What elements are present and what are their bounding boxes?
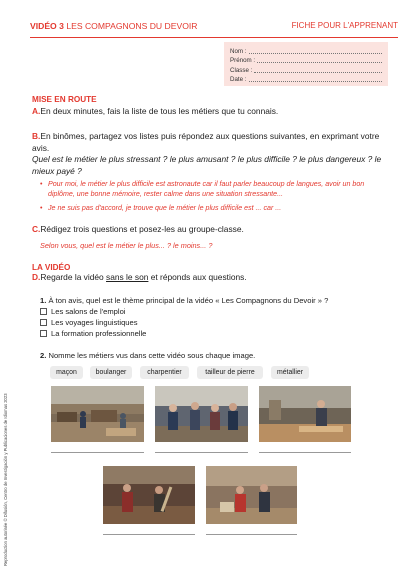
- question-d-underlined: sans le son: [106, 272, 149, 282]
- name-line[interactable]: [249, 53, 382, 54]
- option-salons-emploi[interactable]: [40, 307, 125, 316]
- student-info-box: [224, 42, 388, 86]
- question-c-text: Rédigez trois questions et posez-les au groupe-classe.: [40, 224, 244, 234]
- firstname-label: Prénom :: [230, 57, 256, 64]
- subquestion-2-text: Nomme les métiers vus dans cette vidéo sous chaque image.: [48, 351, 256, 360]
- option-label: Les salons de l'emploi: [51, 307, 126, 316]
- class-line[interactable]: [254, 72, 382, 73]
- bullet-dot: •: [40, 204, 43, 212]
- example-bullet-2-text: Je ne suis pas d'accord, je trouve que le métier le plus difficile est ... car ...: [48, 204, 282, 212]
- video-title: LES COMPAGNONS DU DEVOIR: [66, 21, 198, 31]
- example-bullet-1: [40, 179, 386, 199]
- workshop-wide-photo: [51, 386, 144, 442]
- page-header: [30, 18, 398, 38]
- answer-line-4[interactable]: [103, 534, 195, 535]
- bullet-dot: •: [40, 180, 43, 188]
- date-line[interactable]: [249, 81, 382, 82]
- woodwork-bench-photo: [259, 386, 351, 442]
- video-label: VIDÉO 3: [30, 21, 64, 31]
- question-a-letter: A.: [32, 106, 41, 116]
- date-label: Date :: [230, 76, 247, 83]
- checkbox[interactable]: [40, 319, 47, 326]
- subquestion-1-text: À ton avis, quel est le thème principal de la vidéo « Les Compagnons du Devoir » ?: [48, 296, 329, 305]
- workers-group-photo: [155, 386, 248, 442]
- copyright-credit: Reproduction autorisée © Difusión, Centro de Investigación y Publicaciones de Idiomas 2023: [3, 393, 8, 566]
- job-tag-macon[interactable]: maçon: [50, 366, 83, 379]
- firstname-row: [230, 55, 382, 65]
- name-label: Nom :: [230, 47, 247, 55]
- question-a-text: En deux minutes, fais la liste de tous les métiers que tu connais.: [40, 106, 279, 116]
- question-c: [32, 224, 388, 236]
- question-b-prompts: Quel est le métier le plus stressant ? le plus amusant ? le plus difficile ? le plus dangereux ? le mieux payé ?: [32, 154, 382, 176]
- section-title-la-video: LA VIDÉO: [32, 263, 71, 272]
- answer-line-1[interactable]: [51, 452, 144, 453]
- answer-line-2[interactable]: [155, 452, 248, 453]
- answer-line-3[interactable]: [259, 452, 351, 453]
- job-tag-tailleur-de-pierre[interactable]: tailleur de pierre: [197, 366, 263, 379]
- checkbox[interactable]: [40, 308, 47, 315]
- answer-line-5[interactable]: [206, 534, 297, 535]
- question-b: [32, 131, 388, 154]
- subquestion-2-number: 2.: [40, 351, 47, 360]
- example-bullet-2: [40, 203, 386, 213]
- option-label: Les voyages linguistiques: [51, 318, 138, 327]
- question-a: [32, 106, 388, 118]
- option-formation-professionnelle[interactable]: [40, 329, 146, 338]
- class-label: Classe :: [230, 66, 253, 74]
- job-tag-boulanger[interactable]: boulanger: [90, 366, 132, 379]
- section-title-mise-en-route: MISE EN ROUTE: [32, 95, 97, 104]
- subquestion-1-number: 1.: [40, 296, 47, 305]
- forge-workshop-photo: [103, 466, 195, 524]
- name-row: [230, 45, 382, 55]
- subquestion-2: [40, 351, 255, 360]
- class-row: [230, 64, 382, 74]
- question-b-text: En binômes, partagez vos listes puis répondez aux questions suivantes, en exprimant votre avis.: [32, 131, 380, 153]
- question-d: [32, 272, 388, 284]
- question-d-text-after: et réponds aux questions.: [148, 272, 247, 282]
- header-title: [30, 21, 197, 31]
- option-voyages-linguistiques[interactable]: [40, 318, 138, 327]
- job-tag-metallier[interactable]: métallier: [271, 366, 309, 379]
- question-b-letter: B.: [32, 131, 41, 141]
- question-d-letter: D.: [32, 272, 41, 282]
- subquestion-1: [40, 296, 328, 305]
- question-c-letter: C.: [32, 224, 41, 234]
- example-bullet-1-text: Pour moi, le métier le plus difficile est astronaute car il faut parler beaucoup de langues, avoir un bon diplôme, une bonne mémoire, rester calme dans une situation stressante...: [48, 180, 365, 198]
- job-tag-charpentier[interactable]: charpentier: [140, 366, 189, 379]
- checkbox[interactable]: [40, 330, 47, 337]
- question-d-text-before: Regarde la vidéo: [40, 272, 107, 282]
- option-label: La formation professionnelle: [51, 329, 147, 338]
- stone-cutting-photo: [206, 466, 297, 524]
- question-c-example: Selon vous, quel est le métier le plus... ? le moins... ?: [40, 241, 213, 250]
- firstname-line[interactable]: [257, 62, 382, 63]
- date-row: [230, 74, 382, 84]
- sheet-label: FICHE POUR L'APPRENANT: [291, 21, 398, 30]
